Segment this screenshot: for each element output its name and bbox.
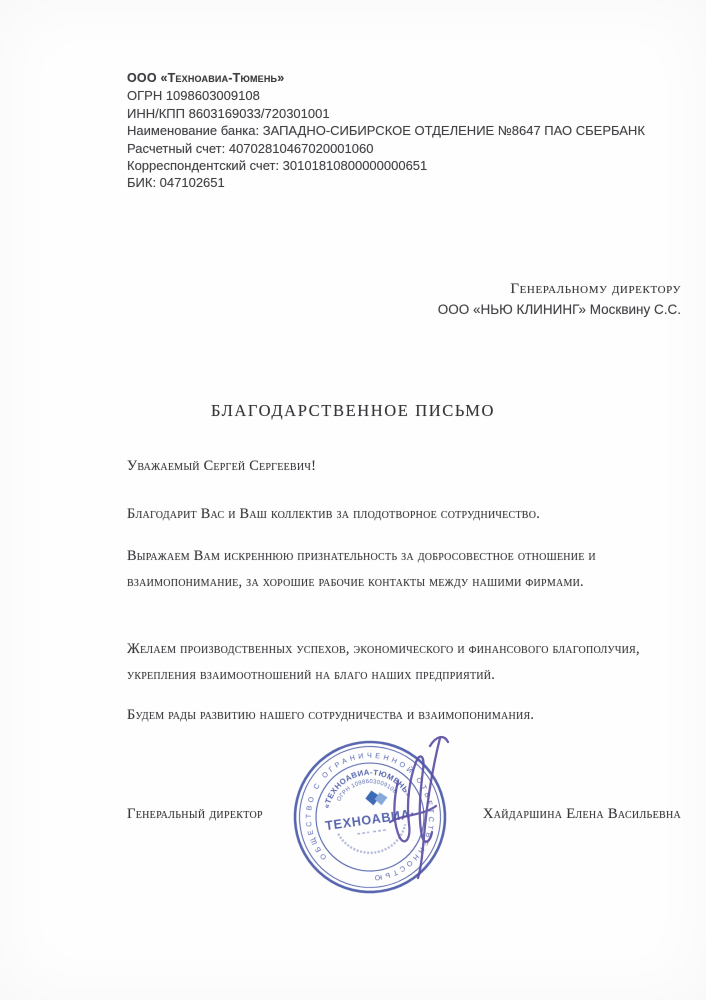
addressee-block — [438, 281, 681, 317]
signature-stroke — [418, 738, 440, 878]
signer-position: Генеральный директор — [127, 806, 263, 822]
letterhead — [127, 70, 687, 192]
paragraph-1: Благодарит Вас и Ваш коллектив за плодотворное сотрудничество. — [127, 506, 541, 522]
addressee-position: Генеральному директору — [510, 281, 681, 297]
letterhead-settlement-account: Расчетный счет: 40702810467020001060 — [127, 140, 374, 156]
letterhead-bik: БИК: 047102651 — [127, 175, 225, 191]
stamp-ogrn-arc-text: ОГРН 1098603009108 — [336, 779, 398, 803]
letterhead-ogrn: ОГРН 1098603009108 — [127, 88, 260, 104]
signature-stroke — [394, 756, 432, 841]
stamp-outer-ring-text: ОБЩЕСТВО С ОГРАНИЧЕННОЙ ОТВЕТСТВЕННОСТЬЮ — [303, 750, 437, 883]
letterhead-bank-name: Наименование банка: ЗАПАДНО-СИБИРСКОЕ ОТДЕЛЕНИЕ №8647 ПАО СБЕРБАНК — [127, 123, 645, 139]
addressee-company-person: ООО «НЬЮ КЛИНИНГ» Москвину С.С. — [437, 302, 681, 317]
stamp-center-text: ТЕХНОАВИА· — [324, 806, 417, 834]
stamp-company-arc-text: «ТЕХНОАВИА-ТЮМЕНЬ» — [321, 767, 414, 810]
paragraph-3: Желаем производственных успехов, экономического и финансового благополучия, укрепления взаимоотношений на благо наших предприятий. — [127, 641, 640, 683]
paragraph-2: Выражаем Вам искреннюю признательность за добросовестное отношение и взаимопонимание, за хорошие рабочие контакты между нашими фирмами. — [127, 548, 596, 590]
letterhead-corr-account: Корреспондентский счет: 30101810800000000651 — [127, 158, 428, 174]
signer-name: Хайдаршина Елена Васильевна — [482, 806, 681, 822]
handwritten-signature — [378, 726, 478, 896]
paragraph-4: Будем рады развитию нашего сотрудничества и взаимопонимания. — [127, 707, 535, 723]
letterhead-company-name: ООО «Техноавиа-Тюмень» — [127, 71, 285, 85]
letterhead-inn-kpp: ИНН/КПП 8603169033/720301001 — [127, 105, 330, 121]
letter-title: БЛАГОДАРСТВЕННОЕ ПИСЬМО — [210, 401, 496, 420]
signature-stroke — [390, 806, 436, 822]
salutation: Уважаемый Сергей Сергеевич! — [127, 458, 317, 474]
